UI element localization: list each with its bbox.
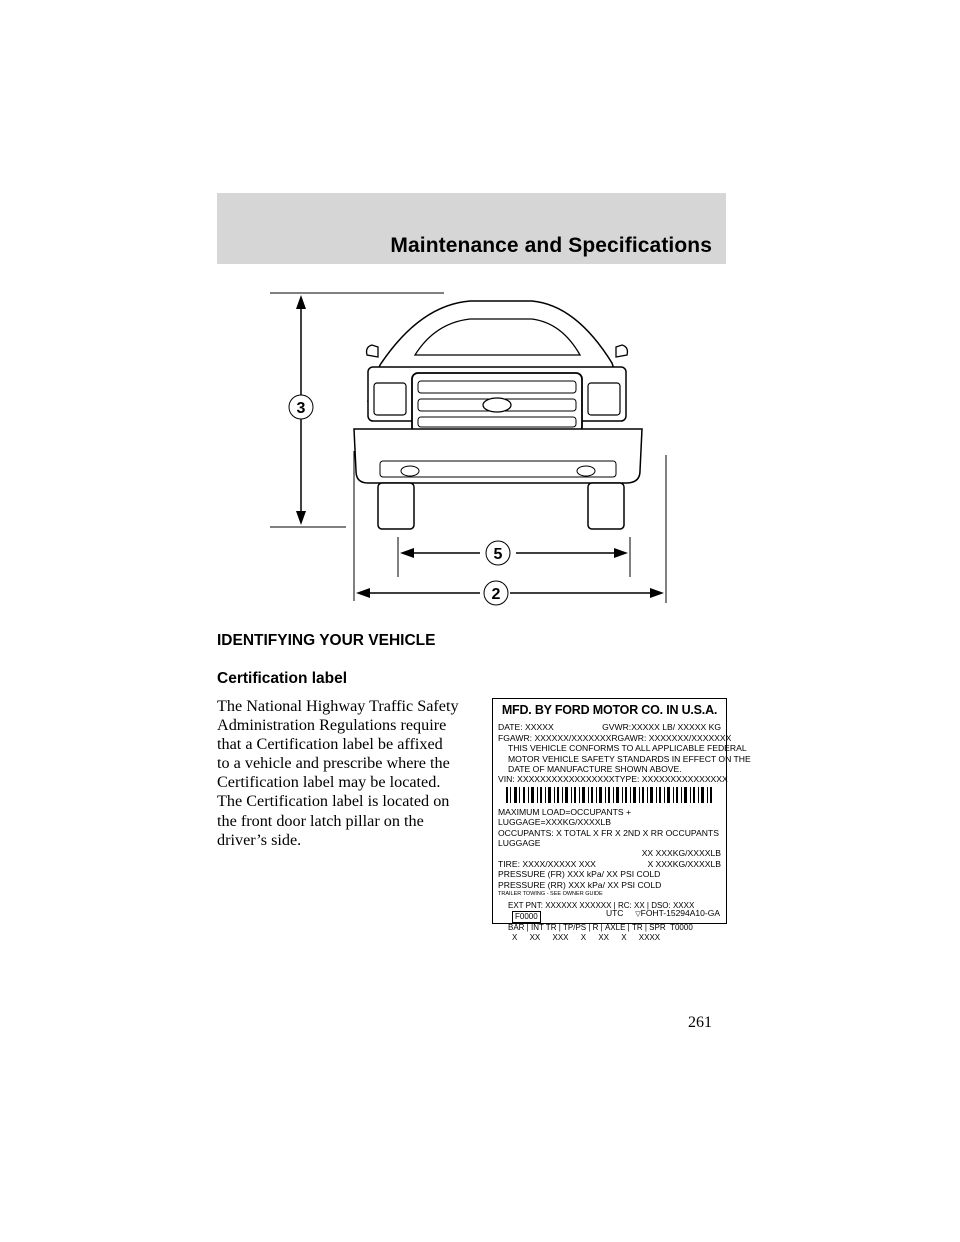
label-value: XX [529, 933, 541, 943]
label-row-axle [498, 732, 732, 743]
label-title: MFD. BY FORD MOTOR CO. IN U.S.A. [501, 703, 718, 717]
label-value: XX [598, 933, 609, 943]
body-line: Administration Regulations require [217, 716, 447, 735]
label-occ-row-1: XX XXXKG/XXXXLB [641, 848, 721, 859]
section-subheading: Certification label [217, 670, 348, 687]
body-line: the front door latch pillar on the [217, 811, 424, 830]
label-rc: RC: XX [617, 901, 645, 911]
label-max-load: MAXIMUM LOAD=OCCUPANTS + LUGGAGE=XXXKG/XXXXLB [498, 806, 632, 828]
body-line: that a Certification label be affixed [217, 735, 443, 754]
label-value: X [621, 933, 627, 943]
label-dso: DSO: XXXX [651, 901, 695, 911]
label-footer [606, 908, 720, 920]
label-occupants: OCCUPANTS: X TOTAL X FR X 2ND X RR OCCUPANTS LUGGAGE [498, 827, 719, 849]
body-line: Certification label may be located. [217, 773, 441, 792]
certification-label [492, 698, 751, 943]
label-code-row-values [508, 933, 721, 943]
label-row-vin [498, 774, 728, 785]
label-occ-row-2: X XXXKG/XXXXLB [647, 858, 721, 869]
truck-dimensions-figure [270, 283, 670, 608]
label-date: DATE: XXXXX [498, 722, 554, 733]
triangle-icon: ▽ [635, 910, 641, 918]
body-line: The Certification label is located on [217, 792, 450, 811]
label-code-row-ext: EXT PNT: XXXXXX XXXXXX | RC: XX | DSO: XXXX F0000 [508, 901, 695, 922]
label-code: BAR [508, 923, 525, 933]
label-code: TP/PS [563, 923, 587, 933]
body-line: The National Highway Traffic Safety [217, 697, 459, 715]
label-type: TYPE: XXXXXXXXXXXXXXX [614, 774, 728, 785]
label-value: XXX [552, 933, 569, 943]
header-band [217, 193, 726, 264]
page-number: 261 [688, 1014, 712, 1031]
label-code: AXLE [604, 923, 626, 933]
label-rgawr: RGAWR: XXXXXXX/XXXXXXX [611, 732, 732, 743]
label-ext-pnt: EXT PNT: XXXXXX XXXXXX [508, 901, 612, 911]
vin-barcode [504, 787, 716, 803]
body-line: to a vehicle and prescribe where the [217, 754, 450, 773]
label-utc: UTC [605, 907, 624, 918]
label-tire: TIRE: XXXX/XXXXX XXX [498, 858, 596, 869]
callout-5: 5 [493, 546, 503, 563]
section-heading: IDENTIFYING YOUR VEHICLE [217, 632, 436, 649]
label-gvwr: GVWR:XXXXX LB/ XXXXX KG [602, 722, 721, 733]
body-paragraph [217, 697, 479, 850]
label-value: X [580, 933, 587, 943]
label-pressure-fr: PRESSURE (FR) XXX kPa/ XX PSI COLD [498, 869, 661, 880]
label-code: SPR [649, 923, 666, 933]
label-conform-2: MOTOR VEHICLE SAFETY STANDARDS IN EFFECT ON THE [508, 753, 751, 764]
label-f-code: F0000 [512, 911, 541, 923]
label-value: X [512, 933, 518, 943]
label-code: R [592, 923, 599, 933]
label-fgawr: FGAWR: XXXXXX/XXXXXXX [498, 732, 612, 743]
label-row-date [498, 722, 721, 732]
label-conform-3: DATE OF MANUFACTURE SHOWN ABOVE. [508, 764, 682, 775]
label-trailer: TRAILER TOWING - SEE OWNER GUIDE [498, 891, 603, 898]
label-code: INT TR [530, 923, 557, 933]
callout-2: 2 [491, 586, 501, 603]
callout-3: 3 [296, 400, 306, 417]
label-row-tire [498, 859, 721, 869]
page-title: Maintenance and Specifications [390, 234, 712, 257]
label-code: TR [631, 923, 643, 933]
label-t-code: T0000 [670, 923, 693, 933]
label-vin: VIN: XXXXXXXXXXXXXXXXX [498, 774, 615, 785]
body-line: driver’s side. [217, 830, 302, 849]
label-pressure-rr: PRESSURE (RR) XXX kPa/ XX PSI COLD [498, 879, 662, 890]
label-code-row-codes: BAR | INT TR | TP/PS | R | AXLE | TR | SPR T0000 [508, 923, 693, 933]
label-value: XXXX [638, 933, 661, 943]
label-conform-1: THIS VEHICLE CONFORMS TO ALL APPLICABLE FEDERAL [508, 743, 747, 754]
label-part-number: FOHT-15294A10-GA [640, 907, 720, 918]
